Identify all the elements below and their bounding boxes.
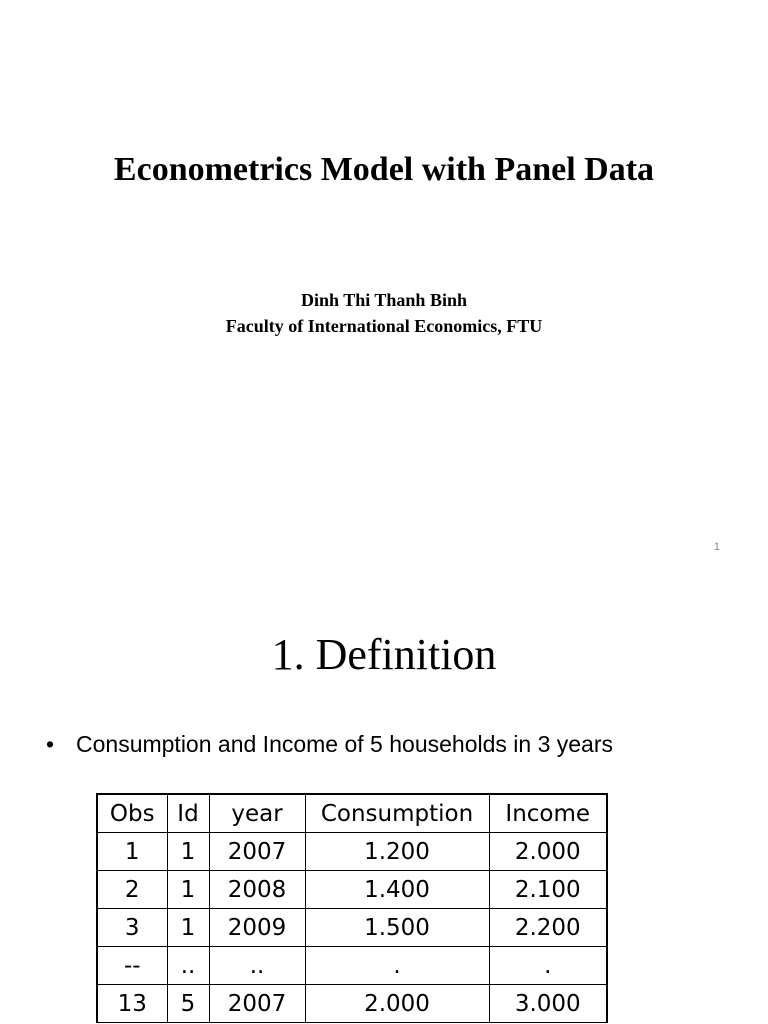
table-cell: 13 (97, 985, 167, 1023)
table-row (97, 871, 607, 909)
table-cell: -- (97, 947, 167, 985)
header-cell: Id (167, 794, 209, 833)
table-cell: 2 (97, 871, 167, 909)
table-cell: . (305, 947, 489, 985)
slide-number: 1 (713, 541, 720, 553)
table-row (97, 833, 607, 871)
author-name: Dinh Thi Thanh Binh (301, 290, 467, 310)
definition-slide (0, 576, 768, 1024)
table-cell: 2007 (209, 833, 305, 871)
table-cell: 1 (97, 833, 167, 871)
table-header-row (97, 794, 607, 833)
author-affiliation: Faculty of International Economics, FTU (225, 316, 543, 336)
table-cell: 1.500 (305, 909, 489, 947)
panel-data-table (96, 793, 608, 1023)
table-cell: 5 (167, 985, 209, 1023)
table-cell: 2008 (209, 871, 305, 909)
header-cell: Obs (97, 794, 167, 833)
table-cell: .. (167, 947, 209, 985)
table-row (97, 985, 607, 1023)
bullet-text: Consumption and Income of 5 households in 3 years (76, 731, 613, 757)
table-cell: 1 (167, 833, 209, 871)
presentation-title: Econometrics Model with Panel Data (113, 151, 655, 188)
table-cell: 1.400 (305, 871, 489, 909)
table-cell: .. (209, 947, 305, 985)
bullet-icon: • (46, 731, 55, 757)
table-cell: 3.000 (489, 985, 607, 1023)
header-cell: Income (489, 794, 607, 833)
table-cell: 2.000 (305, 985, 489, 1023)
table-cell: 1 (167, 871, 209, 909)
table-cell: 3 (97, 909, 167, 947)
bullet-point (46, 728, 613, 760)
table-cell: 2.200 (489, 909, 607, 947)
table-cell: 2.000 (489, 833, 607, 871)
table-row (97, 909, 607, 947)
table-cell: 1.200 (305, 833, 489, 871)
table-cell: 2.100 (489, 871, 607, 909)
table-cell: 2007 (209, 985, 305, 1023)
table-cell: 1 (167, 909, 209, 947)
table-row (97, 947, 607, 985)
table-cell: 2009 (209, 909, 305, 947)
slide-title: 1. Definition (271, 630, 497, 679)
header-cell: Consumption (305, 794, 489, 833)
header-cell: year (209, 794, 305, 833)
table-cell: . (489, 947, 607, 985)
